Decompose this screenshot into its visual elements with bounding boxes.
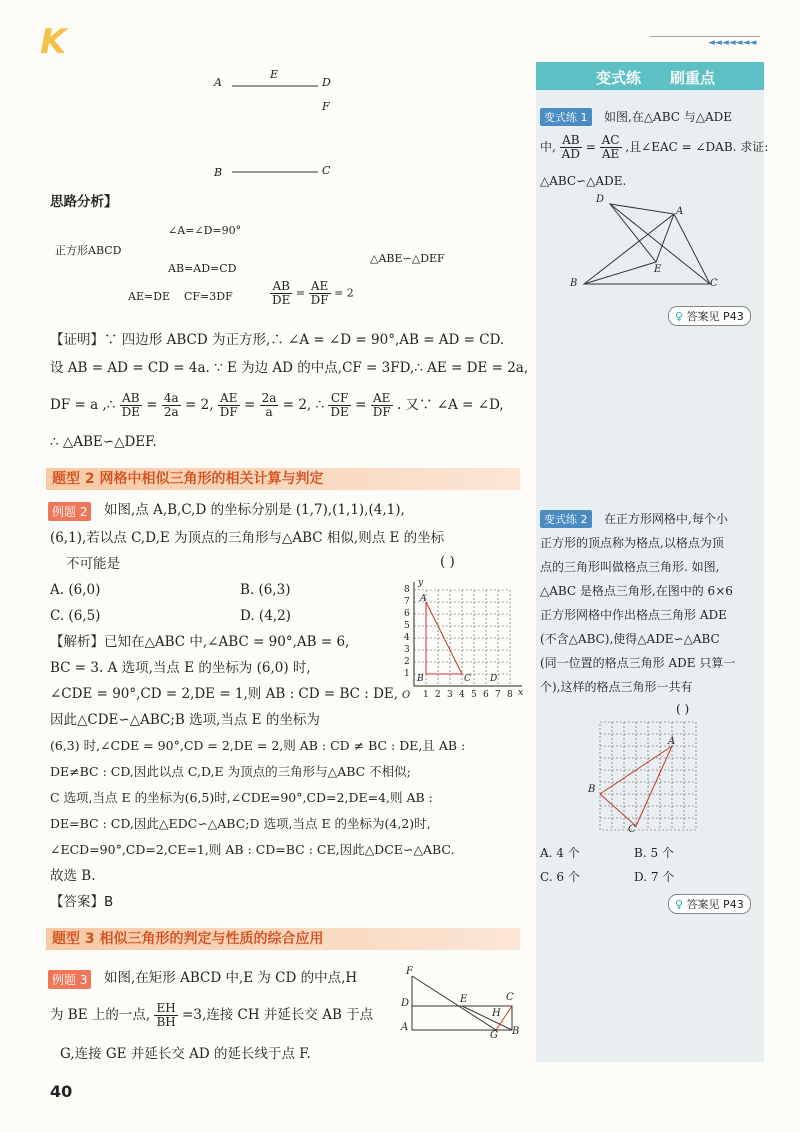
practice-2-line-5: 正方形网格中作出格点三角形 ADE <box>540 608 727 622</box>
label-e: E <box>270 68 279 81</box>
example-2-line-2: (6,1),若以点 C,D,E 为顶点的三角形与△ABC 相似,则点 E 的坐标 <box>50 530 445 546</box>
x-tick-2: 2 <box>435 690 441 700</box>
sidebar-header-title-1: 变式练 <box>596 69 642 87</box>
option-b[interactable]: B. (6,3) <box>240 582 291 598</box>
point-c: C <box>464 674 471 684</box>
hint-icon: ♀ <box>675 898 684 911</box>
solution-line-1: 【解析】已知在△ABC 中,∠ABC = 90°,AB = 6, <box>50 634 350 650</box>
proof-line-3: DF = a ,∴ $\frac{AB}{DE}$ = $\frac{4a}{2a}$ = 2, $\frac{AE}{DF}$ = $\frac{2a}{a}$ = 2, ∴ $\frac{CF}{DE}$ = $\frac{AE}{DF}$ . 又∵ ∠A = ∠D, <box>50 391 504 419</box>
top-figure-lines <box>210 66 340 186</box>
x-tick-8: 8 <box>507 690 513 700</box>
example-3-line-1: 如图,在矩形 ABCD 中,E 为 CD 的中点,H <box>104 970 358 986</box>
practice-1-tag: 变式练 1 <box>540 108 592 126</box>
solution-line-2: BC = 3. A 选项,当点 E 的坐标为 (6,0) 时, <box>50 660 311 676</box>
analysis-note-6: CF=3DF <box>184 290 233 303</box>
practice-2-line-8: 个),这样的格点三角形一共有 <box>540 680 693 694</box>
y-tick-4: 4 <box>404 633 410 643</box>
practice-1-line-1: 如图,在△ABC 与△ADE <box>604 110 733 124</box>
section-2-header: 题型 2 网格中相似三角形的相关计算与判定 <box>46 468 520 490</box>
practice-2-line-4: △ABC 是格点三角形,在图中的 6×6 <box>540 584 733 598</box>
practice-1-answer-badge[interactable] <box>668 306 751 326</box>
point-d: D <box>490 674 498 684</box>
fig3-e: E <box>460 994 468 1005</box>
option-a[interactable]: A. (6,0) <box>50 582 101 598</box>
y-tick-6: 6 <box>404 609 410 619</box>
practice-1-answer-ref: 答案见 P43 <box>686 310 744 323</box>
example-3-line-2: 为 BE 上的一点, $\frac{EH}{BH}$ =3,连接 CH 并延长交 AB 于点 <box>50 1001 374 1029</box>
practice-2-option-b[interactable]: B. 5 个 <box>634 846 674 860</box>
example-2-answer-paren: ( ) <box>440 554 455 570</box>
practice-2-option-a[interactable]: A. 4 个 <box>540 846 580 860</box>
y-tick-8: 8 <box>404 585 410 595</box>
header-arrows: ◄◄◄◄◄◄◄ <box>708 38 757 48</box>
solution-line-6: DE≠BC : CD,因此以点 C,D,E 为顶点的三角形与△ABC 不相似; <box>50 764 411 779</box>
logo: K <box>40 22 67 62</box>
p2-fig-c: C <box>628 824 636 835</box>
x-tick-6: 6 <box>483 690 489 700</box>
analysis-note-5: AE=DE <box>128 290 171 303</box>
rectangle-figure <box>400 968 526 1044</box>
p1-fig-e: E <box>654 264 662 275</box>
solution-line-10: 故选 B. <box>50 868 96 884</box>
x-axis-label: x <box>518 688 524 698</box>
origin-label: O <box>402 690 411 701</box>
y-tick-1: 1 <box>404 669 410 679</box>
solution-line-8: DE=BC : CD,因此△EDC∽△ABC;D 选项,当点 E 的坐标为(4,2)时, <box>50 816 431 831</box>
solution-line-9: ∠ECD=90°,CD=2,CE=1,则 AB : CD=BC : CE,因此△DCE∽△ABC. <box>50 842 455 857</box>
analysis-note-4: △ABE∽△DEF <box>370 252 445 265</box>
practice-2-answer-paren: ( ) <box>676 702 690 716</box>
practice-1-line-2: 中, $\frac{AB}{AD}$ = $\frac{AC}{AE}$ ,且∠EAC = ∠DAB. 求证: <box>540 133 769 161</box>
analysis-note-7: $\frac{AB}{DE}$ = $\frac{AE}{DF}$ = 2 <box>272 279 354 307</box>
x-tick-7: 7 <box>495 690 501 700</box>
practice-2-line-3: 点的三角形叫做格点三角形. 如图, <box>540 560 720 574</box>
label-b: B <box>214 166 223 179</box>
label-c: C <box>322 164 331 177</box>
fig3-f: F <box>406 966 413 977</box>
practice-2-grid <box>586 714 706 840</box>
p1-fig-c: C <box>710 278 718 289</box>
header-rule <box>650 36 760 37</box>
x-tick-1: 1 <box>423 690 429 700</box>
solution-line-5: (6,3) 时,∠CDE = 90°,CD = 2,DE = 2,则 AB : CD ≠ BC : DE,且 AB : <box>50 738 466 753</box>
y-tick-7: 7 <box>404 597 410 607</box>
y-tick-5: 5 <box>404 621 410 631</box>
p1-fig-a: A <box>676 206 684 217</box>
sidebar-header <box>536 62 764 90</box>
practice-2-answer-badge[interactable] <box>668 894 751 914</box>
proof-line-1: 【证明】∵ 四边形 ABCD 为正方形,∴ ∠A = ∠D = 90°,AB = AD = CD. <box>50 332 505 348</box>
fig3-a: A <box>401 1022 409 1033</box>
label-a: A <box>214 76 222 89</box>
p1-fig-d: D <box>596 194 605 205</box>
practice-1-figure-lines <box>564 192 734 292</box>
p2-fig-a: A <box>668 736 676 747</box>
practice-2-line-7: (同一位置的格点三角形 ADE 只算一 <box>540 656 736 670</box>
label-d: D <box>322 76 331 89</box>
section-3-header: 题型 3 相似三角形的判定与性质的综合应用 <box>46 928 520 950</box>
example-2-tag: 例题 2 <box>48 502 91 521</box>
sidebar-header-title-2: 刷重点 <box>670 69 716 87</box>
example-3-line-3: G,连接 GE 并延长交 AD 的延长线于点 F. <box>60 1046 311 1062</box>
x-tick-3: 3 <box>447 690 453 700</box>
hint-icon: ♀ <box>675 310 684 323</box>
p2-fig-b: B <box>588 784 596 795</box>
practice-2-answer-ref: 答案见 P43 <box>686 898 744 911</box>
practice-2-option-c[interactable]: C. 6 个 <box>540 870 580 884</box>
x-tick-5: 5 <box>471 690 477 700</box>
practice-1-figure <box>564 192 734 292</box>
top-figure <box>210 66 340 186</box>
point-a: A <box>420 594 427 604</box>
fig3-h: H <box>492 1008 501 1019</box>
practice-1-line-3: △ABC∽△ADE. <box>540 174 627 188</box>
point-b: B <box>417 674 424 684</box>
p1-fig-b: B <box>570 278 578 289</box>
practice-2-grid-figure <box>586 714 706 840</box>
practice-2-line-1: 在正方形网格中,每个小 <box>604 512 728 526</box>
analysis-note-2: 正方形ABCD <box>55 244 122 257</box>
page-number: 40 <box>50 1082 73 1101</box>
y-tick-2: 2 <box>404 657 410 667</box>
practice-2-option-d[interactable]: D. 7 个 <box>634 870 675 884</box>
analysis-note-3: AB=AD=CD <box>168 262 237 275</box>
practice-2-tag: 变式练 2 <box>540 510 592 528</box>
rectangle-figure-lines <box>400 968 526 1044</box>
example-3-tag: 例题 3 <box>48 970 91 989</box>
practice-2-line-2: 正方形的顶点称为格点,以格点为顶 <box>540 536 724 550</box>
y-tick-3: 3 <box>404 645 410 655</box>
option-d[interactable]: D. (4,2) <box>240 608 291 624</box>
proof-line-2: 设 AB = AD = CD = 4a. ∵ E 为边 AD 的中点,CF = 3FD,∴ AE = DE = 2a, <box>50 360 529 376</box>
fig3-g: G <box>490 1030 498 1041</box>
fig3-d: D <box>401 998 410 1009</box>
fig3-c: C <box>506 992 514 1003</box>
y-axis-label: y <box>418 578 424 588</box>
practice-2-line-6: (不含△ABC),使得△ADE∽△ABC <box>540 632 720 646</box>
example-2-line-3: 不可能是 <box>66 556 120 572</box>
solution-line-4: 因此△CDE∽△ABC;B 选项,当点 E 的坐标为 <box>50 712 320 728</box>
analysis-title: 思路分析】 <box>50 194 118 210</box>
fig3-b: B <box>512 1026 520 1037</box>
analysis-note-1: ∠A=∠D=90° <box>168 224 242 237</box>
coordinate-grid-figure <box>398 578 528 714</box>
example-2-line-1: 如图,点 A,B,C,D 的坐标分别是 (1,7),(1,1),(4,1), <box>104 502 405 518</box>
option-c[interactable]: C. (6,5) <box>50 608 101 624</box>
x-tick-4: 4 <box>459 690 465 700</box>
proof-line-4: ∴ △ABE∽△DEF. <box>50 434 157 450</box>
label-f: F <box>322 100 330 113</box>
answer-2: 【答案】B <box>50 894 114 910</box>
solution-line-7: C 选项,当点 E 的坐标为(6,5)时,∠CDE=90°,CD=2,DE=4,则 AB : <box>50 790 433 805</box>
solution-line-3: ∠CDE = 90°,CD = 2,DE = 1,则 AB : CD = BC : DE, <box>50 686 399 702</box>
